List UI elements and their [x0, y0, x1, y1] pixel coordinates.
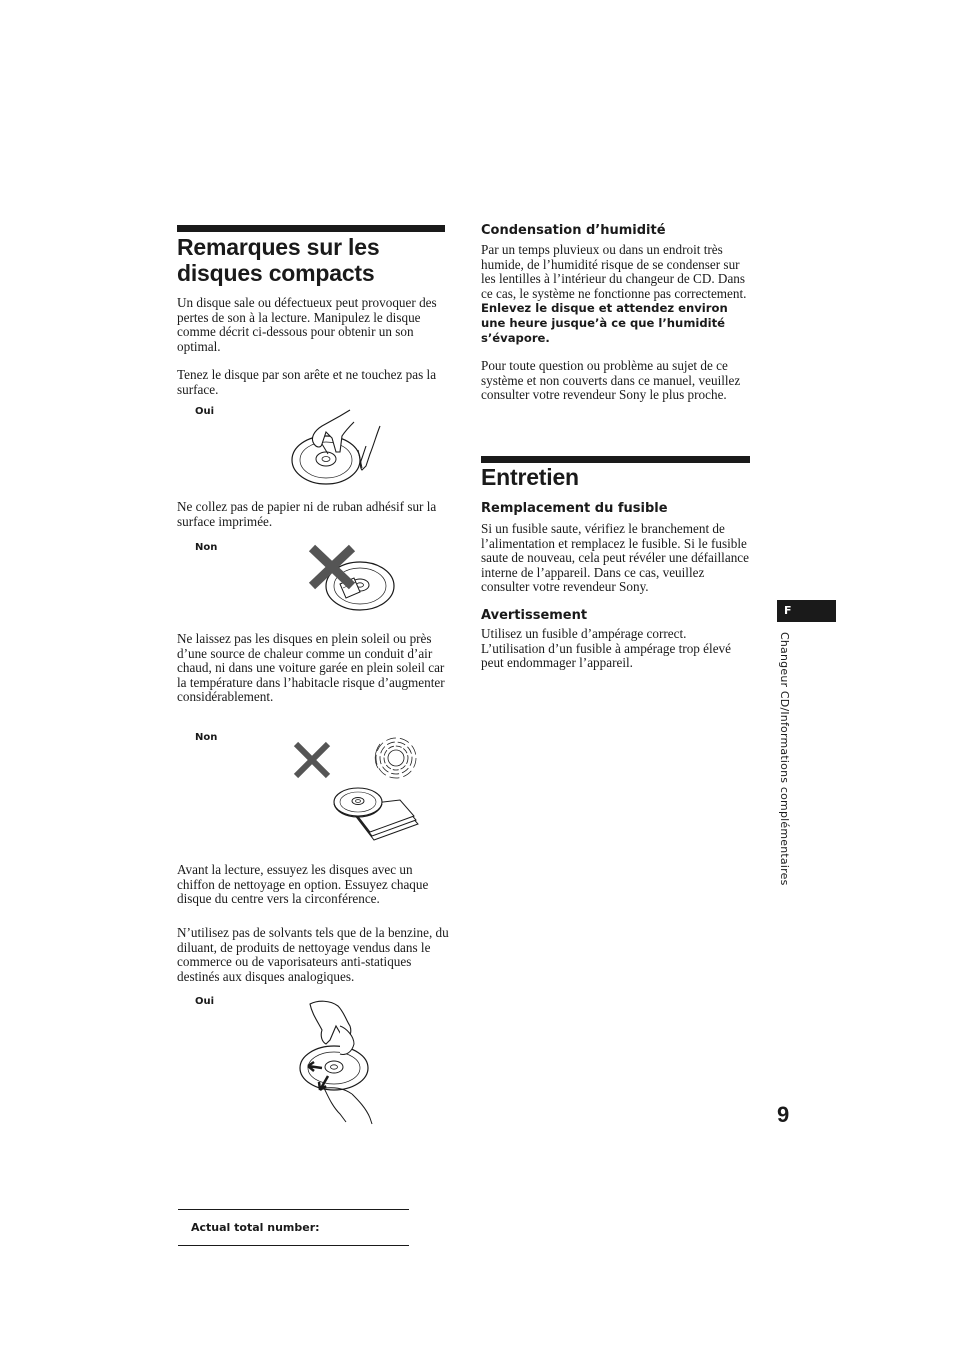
chapter-vertical-label: [775, 632, 795, 912]
heading-condensation: Condensation d’humidité: [481, 223, 666, 238]
paragraph-hold-disc: Tenez le disque par son arête et ne touchez pas la surface.: [177, 367, 437, 397]
paragraph-contact-dealer: Pour toute question ou problème au sujet de ce système et non couverts dans ce manuel, veuillez consulter votre revendeur Sony le plus proche.: [481, 358, 741, 403]
paragraph-no-solvents: N’utilisez pas de solvants tels que de la benzine, du diluant, de produits de nettoyage vendus dans le commerce ou de vaporisateurs anti-statiques destinés aux disques analogiques.: [177, 925, 449, 984]
footer-rule-bottom: [178, 1245, 409, 1246]
paragraph-intro: Un disque sale ou défectueux peut provoquer des pertes de son à la lecture. Manipulez le disque comme décrit ci-dessous pour obtenir un son optimal.: [177, 295, 437, 354]
page-title-entretien: Entretien: [481, 464, 579, 490]
disc-heat-illustration: [330, 780, 424, 846]
paragraph-warning: Utilisez un fusible d’ampérage correct. L’utilisation d’un fusible à ampérage trop élevé peut endommager l’appareil.: [481, 626, 731, 671]
cross-icon: [292, 740, 332, 780]
sun-icon: [368, 734, 424, 784]
section-rule-remarques: [177, 225, 445, 232]
heading-warning: Avertissement: [481, 608, 588, 623]
disc-tape-illustration: [306, 544, 398, 620]
footer-actual-total-label: Actual total number:: [191, 1221, 320, 1234]
figure-label-non-2: Non: [195, 732, 218, 743]
heading-fuse-replacement: Remplacement du fusible: [481, 501, 668, 516]
paragraph-fuse-replacement: Si un fusible saute, vérifiez le branchement de l’alimentation et remplacez le fusible. Si le fusible saute de nouveau, cela peut révéler une défaillance interne de l’appareil. Dans ce cas, veuillez consulter votre revendeur Sony.: [481, 521, 749, 595]
footer-rule-top: [178, 1209, 409, 1210]
disc-wipe-illustration: [296, 996, 386, 1126]
paragraph-no-heat: Ne laissez pas les disques en plein soleil ou près d’une source de chaleur comme un conduit d’air chaud, ni dans une voiture garée en plein soleil car la température dans l’habitacle risque d’augmenter considérablement.: [177, 631, 445, 705]
page-title-remarques: Remarques sur les disques compacts: [177, 234, 380, 286]
paragraph-cleaning-cloth: Avant la lecture, essuyez les disques avec un chiffon de nettoyage en option. Essuyez chaque disque du centre vers la circonférence.: [177, 862, 429, 907]
condensation-text: Par un temps pluvieux ou dans un endroit très humide, de l’humidité risque de se condenser sur les lentilles à l’intérieur du changeur de CD. Dans ce cas, le système ne fonctionne pas correctement.: [481, 242, 747, 301]
section-rule-entretien: [481, 456, 750, 463]
language-tab: [777, 600, 836, 622]
page-number: 9: [777, 1102, 790, 1127]
paragraph-condensation: [481, 243, 751, 345]
paragraph-no-tape: Ne collez pas de papier ni de ruban adhésif sur la surface imprimée.: [177, 499, 437, 529]
figure-label-oui-1: Oui: [195, 406, 215, 417]
disc-hold-illustration: [288, 404, 388, 490]
figure-label-oui-2: Oui: [195, 996, 215, 1007]
figure-label-non-1: Non: [195, 542, 218, 553]
condensation-bold-text: Enlevez le disque et attendez environ une heure jusque’à ce que l’humidité s’évapore.: [481, 301, 728, 345]
language-tab-letter: F: [784, 604, 792, 617]
chapter-vertical-text: Changeur CD/Informations complémentaires: [778, 632, 791, 886]
